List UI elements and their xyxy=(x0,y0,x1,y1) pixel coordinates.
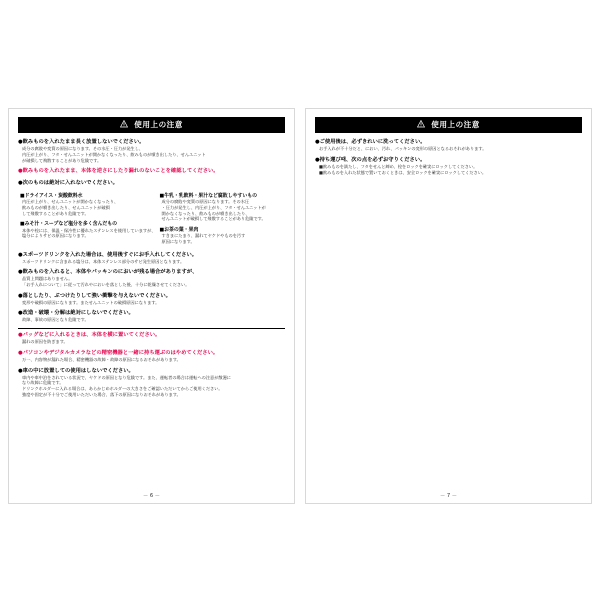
warning-triangle-icon xyxy=(417,120,425,130)
notice-body xyxy=(162,199,286,222)
notice-body xyxy=(22,317,285,323)
notice-body-line: 成分の腐敗や変質の原因になります。その水圧・圧力が発生し、 xyxy=(22,146,144,152)
notice-heading: ●飲みものを入れたまま長く放置しないでください。 xyxy=(18,139,145,146)
notice-body-line: ・圧力が発生し、内圧が上がり、フタ・せんユニットが xyxy=(161,205,266,211)
notice-body-line: 「お手入れについて」に従って汚れやにおいを落とした後、十分に乾燥させてください。 xyxy=(22,282,190,288)
warning-banner-left xyxy=(18,117,285,133)
notice-block xyxy=(158,193,286,222)
notice-column-left xyxy=(18,192,156,250)
manual-spread xyxy=(8,108,592,504)
notice-block xyxy=(158,227,286,245)
notice-body-line: 成分の腐敗や変質の原因になります。その水圧 xyxy=(161,199,250,205)
notice-subheading: ■みそ汁・スープなど塩分を多く含んだもの xyxy=(20,221,118,228)
notice-body-line: 内圧が上がり、フタ・せんユニットが開かなくなったり、飲みものが噴き出したり、せんユニット xyxy=(22,152,206,158)
notice-body-line: せんユニットが破損して飛散することがあり危険です。 xyxy=(161,216,266,222)
notice-subheading: ■ドライアイス・炭酸飲料水 xyxy=(20,193,83,200)
warning-triangle-icon xyxy=(120,120,128,130)
notice-body-line: 品質上問題はありません。 xyxy=(22,276,73,282)
notice-body xyxy=(22,199,152,216)
notice-column-right xyxy=(158,192,286,250)
notice-body-line: ■飲みものを満たし、フタをせんと締め、栓をロックを確実にロックしてください。 xyxy=(319,164,478,170)
manual-page-left xyxy=(8,108,295,504)
notice-body xyxy=(22,339,285,345)
notice-body xyxy=(22,276,285,287)
notice-block xyxy=(18,310,285,323)
notice-heading: ●飲みものを入れると、本体やパッキンのにおいが残る場合がありますが、 xyxy=(18,269,198,276)
notice-body-line: 強度や固定が不十分でご使用いただいた場合、落下の原因になりおそれがあります。 xyxy=(22,391,181,397)
section-divider xyxy=(18,328,285,329)
notice-body xyxy=(162,233,286,244)
notice-heading: ●パソコンやデジタルカメラなどの精密機器と一緒に持ち運ぶのはやめてください。 xyxy=(18,349,219,356)
notice-body xyxy=(319,146,582,152)
notice-block xyxy=(18,168,285,175)
notice-body-line: すきまにたまり、漏れてヤケドやものを汚す xyxy=(161,233,246,239)
notice-body-line: 漏れの原因を防ぎます。 xyxy=(22,339,68,345)
notice-heading: ●落としたり、ぶつけたりして強い衝撃を与えないでください。 xyxy=(18,292,171,299)
notice-body-line: 故障、事故の原因となり危険です。 xyxy=(22,317,89,323)
notice-body xyxy=(22,146,285,163)
page-number-right: － 7 － xyxy=(440,493,457,499)
notice-block xyxy=(18,193,152,216)
notice-body-line: 本体や栓には、保温・保冷性に優れたステンレスを使用していますが、 xyxy=(22,227,156,233)
notice-block xyxy=(18,269,285,287)
notice-subheading: ■牛乳・乳飲料・果汁など腐敗しやすいもの xyxy=(159,193,258,200)
notice-body-line: 万一、内容物が漏れた場合、精密機器の故障・故障の原因になるおそれがあります。 xyxy=(22,356,181,362)
notice-body-line: が破損して飛散することがあり危険です。 xyxy=(22,157,102,163)
notice-body xyxy=(319,164,582,175)
notice-block xyxy=(18,293,285,306)
notice-heading: ●飲みものを入れたまま、本体を逆さにしたり漏れのないことを確認してください。 xyxy=(18,168,219,175)
notice-body-line: 内圧が上がり、せんユニットが開かなくなったり、 xyxy=(22,199,119,205)
notice-body-line: なり故障に危険です。 xyxy=(22,380,64,386)
notice-block xyxy=(18,252,285,265)
notice-body-line: ドリンクホルダーに入れる場合は、あらかじめホルダーの大きさをご確認いただいてからご使用ください。 xyxy=(22,385,223,391)
notice-body-line: お手入れが不十分だと、におい、汚れ、パッキンの変形の原因となるおそれがあります。 xyxy=(319,146,487,152)
notice-block xyxy=(18,221,156,239)
notice-block xyxy=(315,157,582,175)
notice-body xyxy=(22,300,285,306)
notice-body-line: ■飲みものを入れた状態で置いておくときは、安全ロックを確実にロックしてください。 xyxy=(319,169,487,175)
warning-banner-right xyxy=(315,117,582,133)
warning-banner-left-text: 使用上の注意 xyxy=(134,120,183,129)
notice-heading: ●車の中に放置しての使用はしないでください。 xyxy=(18,367,134,374)
notice-block xyxy=(315,139,582,152)
notice-body-line: 原因になります。 xyxy=(161,238,195,244)
page-number-left: － 6 － xyxy=(143,493,160,499)
warning-banner-right-text: 使用上の注意 xyxy=(431,120,480,129)
notice-heading: ●改造・破壊・分解は絶対にしないでください。 xyxy=(18,310,134,317)
notice-heading: ●次のものは絶対に入れないでください。 xyxy=(18,179,118,186)
notice-heading: ●バッグなどに入れるときは、本体を横に置いてください。 xyxy=(18,332,161,339)
two-column-notice-group xyxy=(18,192,285,250)
notice-body xyxy=(22,259,285,265)
notice-body xyxy=(22,375,285,398)
notice-body-line: 開かなくなったり、飲みものが噴き出したり、 xyxy=(161,210,250,216)
notice-block xyxy=(18,350,285,363)
notice-body-line: 塩分によりサビの原因になります。 xyxy=(22,233,89,239)
manual-page-right xyxy=(305,108,592,504)
notice-body xyxy=(22,357,285,363)
notice-body-line: して飛散することがあり危険です。 xyxy=(22,210,89,216)
notice-block xyxy=(18,368,285,398)
notice-heading: ●スポーツドリンクを入れた場合は、使用後すぐにお手入れしてください。 xyxy=(18,251,198,258)
notice-heading: ●持ち運び때、次の点を必ずお守りください。 xyxy=(315,157,426,164)
notice-block xyxy=(18,180,285,187)
notice-body-line: スポーツドリンクに含まれる塩分は、本体ステンレス部分のサビ発生原因となります。 xyxy=(22,258,185,264)
notice-heading: ●ご使用後は、必ずきれいに洗ってください。 xyxy=(315,139,426,146)
notice-body-line: 変形や破損の原因になります。またせんユニットの破損原因になります。 xyxy=(22,299,160,305)
notice-subheading: ■お茶の葉・果肉 xyxy=(159,226,199,233)
notice-body-line: 車内や車中泊をされている状況で、ヤケドの原因となり危険です。また、運転者の場合は運転への注意が散漫に xyxy=(22,374,231,380)
notice-body xyxy=(22,227,156,239)
notice-block xyxy=(18,139,285,163)
notice-block xyxy=(18,332,285,345)
notice-body-line: 飲みものが噴き出したり、せんユニットが破損 xyxy=(22,205,110,211)
